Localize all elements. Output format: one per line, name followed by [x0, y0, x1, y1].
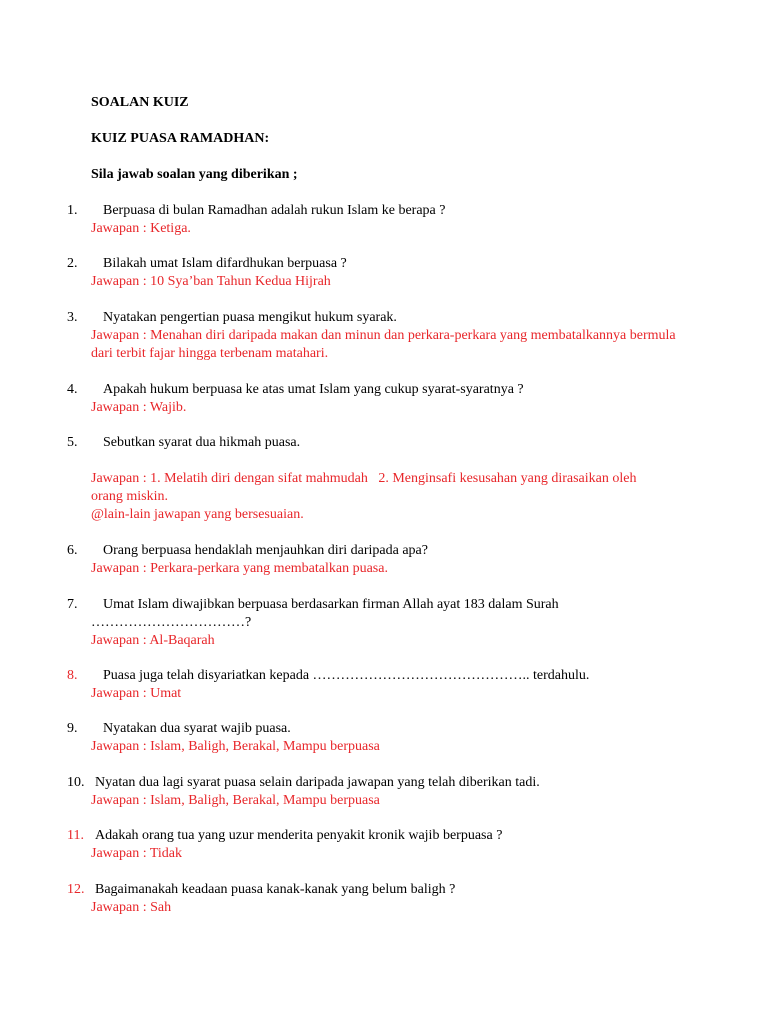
question-text: Umat Islam diwajibkan berpuasa berdasarkan firman Allah ayat 183 dalam Surah — [103, 597, 559, 612]
page-title: SOALAN KUIZ — [91, 95, 189, 110]
question-text: Adakah orang tua yang uzur menderita penyakit kronik wajib berpuasa ? — [95, 828, 503, 843]
question-text: Nyatakan pengertian puasa mengikut hukum syarak. — [103, 310, 397, 325]
question-text: Nyatan dua lagi syarat puasa selain daripada jawapan yang telah diberikan tadi. — [95, 775, 540, 790]
answer-text: Jawapan : Ketiga. — [91, 221, 191, 236]
instruction-text: Sila jawab soalan yang diberikan ; — [91, 167, 298, 182]
answer-text: Jawapan : Al-Baqarah — [91, 633, 215, 648]
question-text: Berpuasa di bulan Ramadhan adalah rukun Islam ke berapa ? — [103, 203, 446, 218]
question-number: 2. — [67, 256, 78, 271]
question-number: 10. — [67, 775, 85, 790]
question-text: Bagaimanakah keadaan puasa kanak-kanak yang belum baligh ? — [95, 882, 456, 897]
answer-text: @lain-lain jawapan yang bersesuaian. — [91, 507, 304, 522]
answer-text: Jawapan : 10 Sya’ban Tahun Kedua Hijrah — [91, 274, 331, 289]
question-number: 12. — [67, 882, 85, 897]
question-text: Puasa juga telah disyariatkan kepada ……………………………………….. terdahulu. — [103, 668, 590, 683]
question-number: 6. — [67, 543, 78, 558]
answer-text: Jawapan : Tidak — [91, 846, 182, 861]
answer-text: Jawapan : Islam, Baligh, Berakal, Mampu berpuasa — [91, 793, 380, 808]
answer-text: Jawapan : Islam, Baligh, Berakal, Mampu berpuasa — [91, 739, 380, 754]
question-number: 9. — [67, 721, 78, 736]
answer-text: Jawapan : Perkara-perkara yang membatalkan puasa. — [91, 561, 388, 576]
question-number: 5. — [67, 435, 78, 450]
question-text: Bilakah umat Islam difardhukan berpuasa ? — [103, 256, 347, 271]
question-text: Sebutkan syarat dua hikmah puasa. — [103, 435, 301, 450]
answer-text: Jawapan : Menahan diri daripada makan dan minun dan perkara-perkara yang membatalkannya bermula dari terbit fajar hingga terbenam matahari. — [91, 328, 676, 361]
question-number: 8. — [67, 668, 78, 683]
question-text: Nyatakan dua syarat wajib puasa. — [103, 721, 291, 736]
question-number: 11. — [67, 828, 84, 843]
answer-text: Jawapan : 1. Melatih diri dengan sifat mahmudah 2. Menginsafi kesusahan yang dirasaikan oleh — [91, 471, 637, 486]
question-number: 1. — [67, 203, 78, 218]
question-text: Apakah hukum berpuasa ke atas umat Islam yang cukup syarat-syaratnya ? — [103, 382, 524, 397]
question-number: 4. — [67, 382, 78, 397]
answer-text: Jawapan : Umat — [91, 686, 182, 701]
question-text: Orang berpuasa hendaklah menjauhkan diri daripada apa? — [103, 543, 428, 558]
quiz-subtitle: KUIZ PUASA RAMADHAN: — [91, 131, 270, 146]
answer-text: Jawapan : Sah — [91, 900, 172, 915]
question-number: 7. — [67, 597, 78, 612]
question-number: 3. — [67, 310, 78, 325]
answer-text: Jawapan : Wajib. — [91, 400, 187, 415]
question-blank: ……………………………? — [91, 615, 252, 630]
answer-text: orang miskin. — [91, 489, 168, 504]
